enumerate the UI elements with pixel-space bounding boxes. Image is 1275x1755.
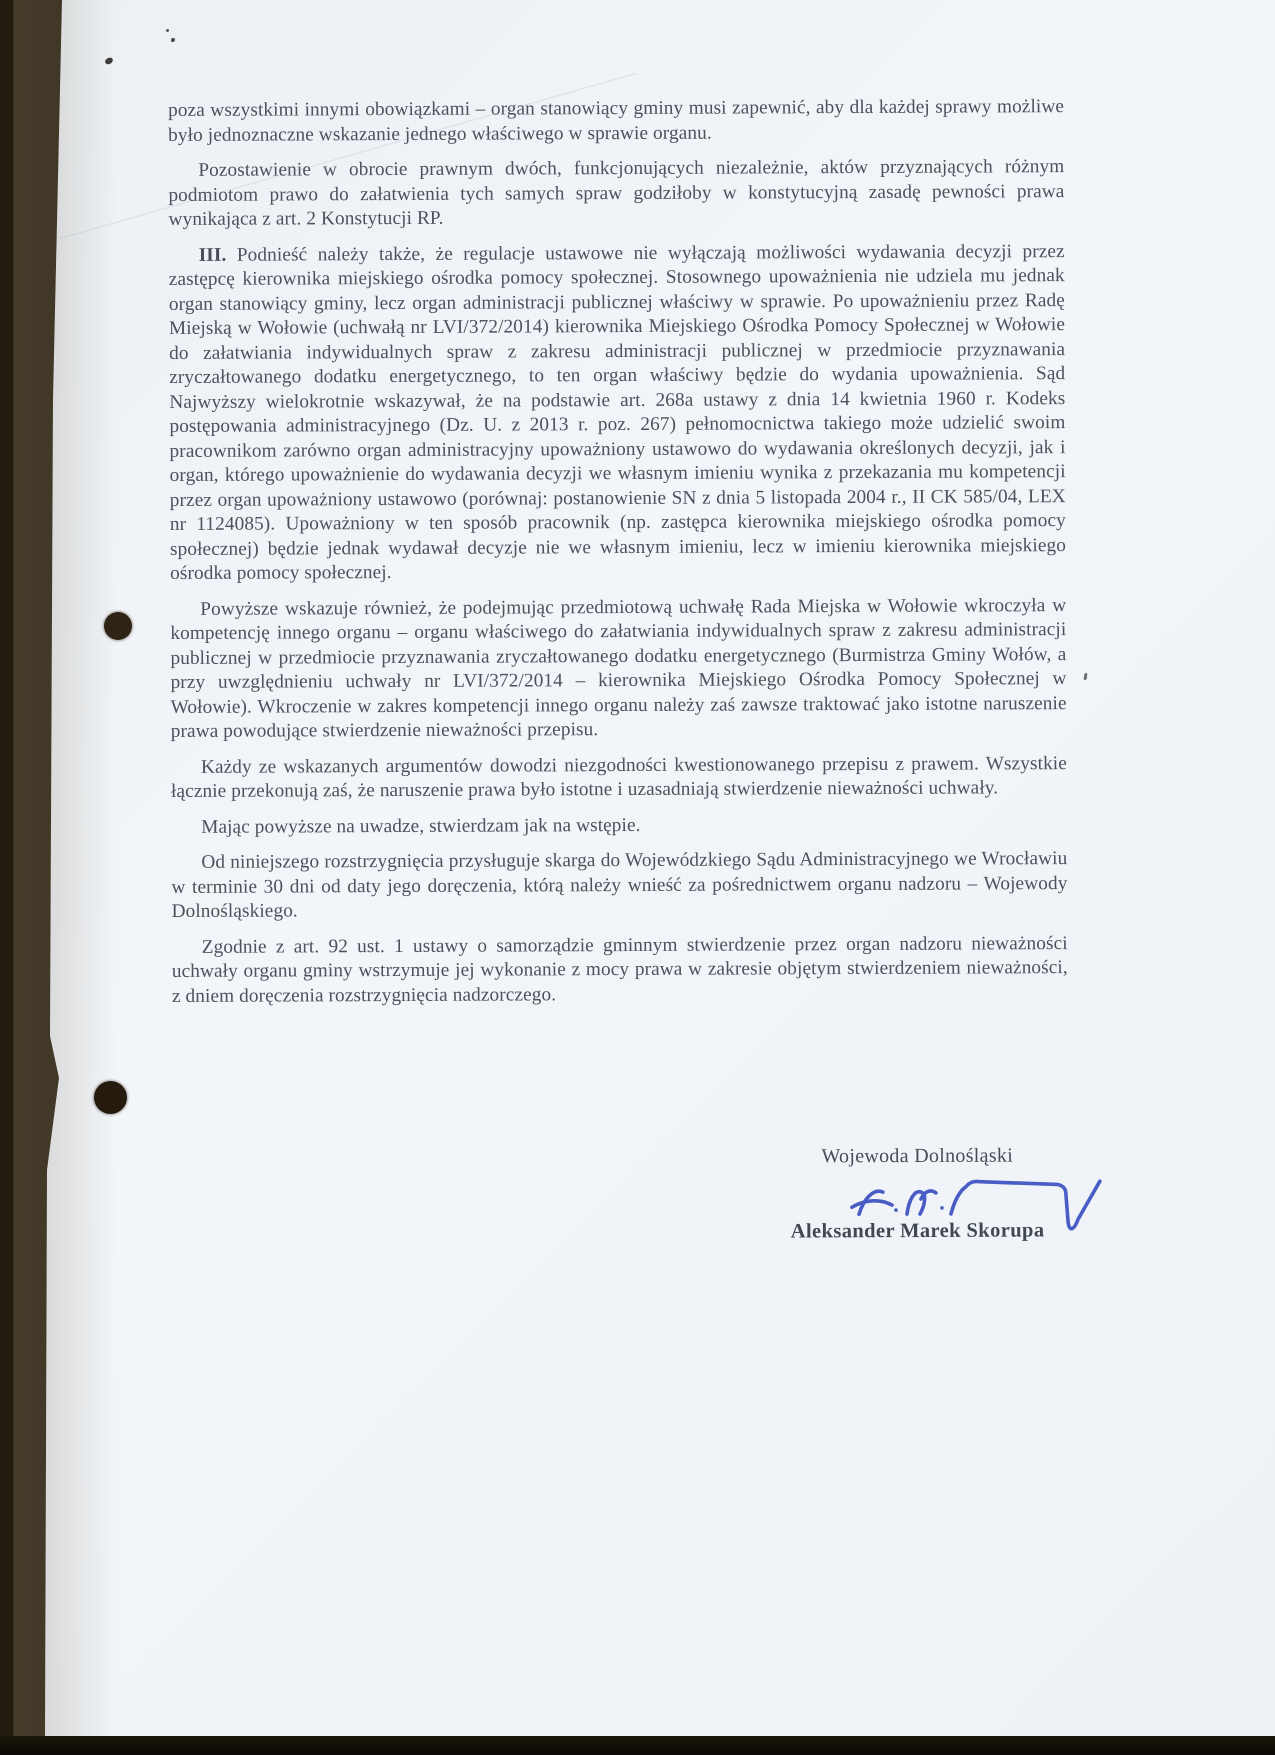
scanner-bottom-edge (0, 1736, 1275, 1755)
paragraph: Powyższe wskazuje również, że podejmując przedmiotową uchwałę Rada Miejska w Wołowie wkroczyła w kompetencję innego organu – organu właściwego do załatwiania indywidualnych spraw z zakresu administracji publicznej w przedmiocie przyznawania zryczałtowanego dodatku energetycznego (Burmistrza Gminy Wołów, a przy uwzględnieniu uchwały nr LVI/372/2014 – kierownika Miejskiego Ośrodka Pomocy Społecznej w Wołowie). Wkroczenie w zakres kompetencji innego organu należy zaś zawsze traktować jako istotne naruszenie prawa powodujące stwierdzenie nieważności przepisu. (170, 594, 1067, 742)
hole-punch-bottom (94, 1081, 127, 1114)
section-number: III. (198, 244, 227, 266)
paragraph: Pozostawienie w obrocie prawnym dwóch, funkcjonujących niezależnie, aktów przyznających różnym podmiotom prawo do załatwienia tych samych spraw godziłoby w konstytucyjną zasadę pewności prawa wynikająca z art. 2 Konstytucji RP. (168, 156, 1065, 230)
paragraph: Każdy ze wskazanych argumentów dowodzi niezgodności kwestionowanego przepisu z prawem. Wszystkie łącznie przekonują zaś, że naruszenie prawa było istotne i uzasadniają stwierdzenie nieważności uchwały. (170, 752, 1067, 802)
section-text: Podnieść należy także, że regulacje ustawowe nie wyłączają możliwości wydawania decyzji przez zastępcę kierownika miejskiego ośrodka pomocy społecznej. Stosownego upoważnienia nie udziela mu jednak organ stanowiący gminy, lecz organ administracji publicznej właściwy w sprawie. Po upoważnieniu przez Radę Miejską w Wołowie (uchwałą nr LVI/372/2014) kierownika Miejskiego Ośrodka Pomocy Społecznej w Wołowie do załatwiania indywidualnych spraw z zakresu administracji publicznej w przedmiocie przyznawania zryczałtowanego dodatku energetycznego, to ten organ właściwy będzie do wydania upoważnienia. Sąd Najwyższy wielokrotnie wskazywał, że na podstawie art. 268a ustawy z dnia 14 kwietnia 1960 r. Kodeks postępowania administracyjnego (Dz. U. z 2013 r. poz. 267) pełnomocnictwa takiego może udzielić swoim pracownikom zarówno organ administracyjny upoważniony ustawowo do wydawania określonych decyzji, jak i organ, którego upoważnienie do wydawania decyzji we własnym imieniu wynika z przekazania mu kompetencji przez organ upoważniony ustawowo (porównaj: postanowienie SN z dnia 5 listopada 2004 r., II CK 585/04, LEX nr 1124085). Upoważniony w ten sposób pracownik (np. zastępca kierownika miejskiego ośrodka pomocy społecznej) będzie jednak wydawał decyzje nie we własnym imieniu, lecz w imieniu kierownika miejskiego ośrodka pomocy społecznej. (168, 240, 1067, 584)
paragraph-legal-effect: Zgodnie z art. 92 ust. 1 ustawy o samorządzie gminnym stwierdzenie przez organ nadzoru nieważności uchwały organu gminy wstrzymuje jej wykonanie z mocy prawa w zakresie objętym stwierdzeniem nieważności, z dniem doręczenia rozstrzygnięcia nadzorczego. (171, 932, 1068, 1007)
paragraph-conclusion: Mając powyższe na uwadze, stwierdzam jak na wstępie. (201, 814, 641, 838)
signatory-name: Aleksander Marek Skorupa (790, 1219, 1045, 1243)
document-body-text (168, 95, 1068, 1020)
hole-punch-top (104, 612, 132, 640)
paragraph-section-iii (169, 240, 1066, 587)
paragraph-appeal-notice: Od niniejszego rozstrzygnięcia przysługuje skarga do Wojewódzkiego Sądu Administracyjnego we Wrocławiu w terminie 30 dni od daty jego doręczenia, którą należy wnieść za pośrednictwem organu nadzoru – Wojewody Dolnośląskiego. (171, 848, 1068, 922)
paragraph-continuation: poza wszystkimi innymi obowiązkami – organ stanowiący gminy musi zapewnić, aby dla każdej sprawy możliwe było jednoznaczne wskazanie jednego właściwego w sprawie organu. (168, 96, 1065, 146)
signature-block (735, 1141, 1101, 1283)
signatory-title: Wojewoda Dolnośląski (821, 1144, 1014, 1168)
